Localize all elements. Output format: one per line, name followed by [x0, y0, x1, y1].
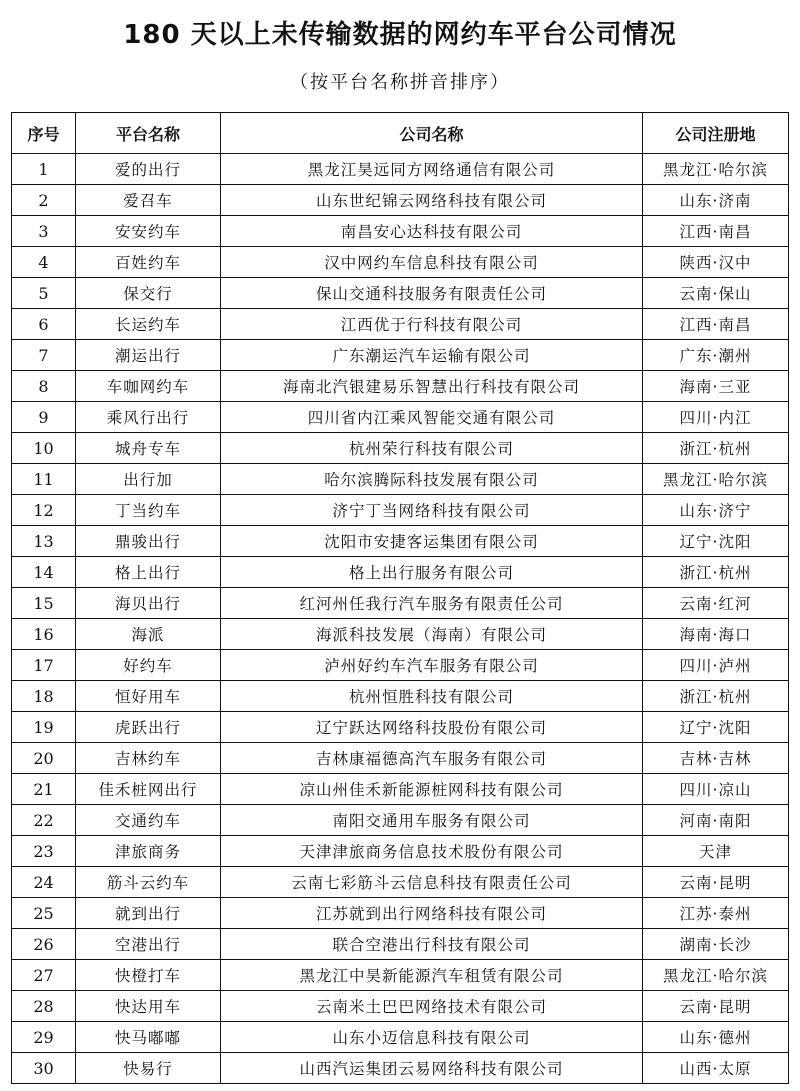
cell-platform-name: 保交行	[76, 278, 221, 309]
cell-company-name: 云南七彩筋斗云信息科技有限责任公司	[221, 867, 643, 898]
table-row	[12, 991, 789, 1022]
cell-platform-name: 鼎骏出行	[76, 526, 221, 557]
table-row	[12, 929, 789, 960]
cell-index: 3	[12, 216, 76, 247]
cell-registered-location: 山东·济宁	[643, 495, 789, 526]
cell-registered-location: 江苏·泰州	[643, 898, 789, 929]
table-row	[12, 464, 789, 495]
table-row	[12, 960, 789, 991]
cell-company-name: 保山交通科技服务有限责任公司	[221, 278, 643, 309]
cell-index: 29	[12, 1022, 76, 1053]
cell-index: 28	[12, 991, 76, 1022]
cell-index: 9	[12, 402, 76, 433]
cell-company-name: 南阳交通用车服务有限公司	[221, 805, 643, 836]
table-row	[12, 681, 789, 712]
cell-platform-name: 海贝出行	[76, 588, 221, 619]
cell-company-name: 山西汽运集团云易网络科技有限公司	[221, 1053, 643, 1084]
platform-table	[11, 112, 789, 1084]
cell-platform-name: 快达用车	[76, 991, 221, 1022]
cell-registered-location: 黑龙江·哈尔滨	[643, 960, 789, 991]
cell-index: 2	[12, 185, 76, 216]
cell-index: 20	[12, 743, 76, 774]
table-row	[12, 154, 789, 185]
header-platform-name: 平台名称	[76, 113, 221, 154]
table-row	[12, 898, 789, 929]
cell-company-name: 格上出行服务有限公司	[221, 557, 643, 588]
cell-company-name: 广东潮运汽车运输有限公司	[221, 340, 643, 371]
table-body	[12, 154, 789, 1084]
cell-index: 26	[12, 929, 76, 960]
cell-index: 8	[12, 371, 76, 402]
cell-index: 11	[12, 464, 76, 495]
cell-registered-location: 山西·太原	[643, 1053, 789, 1084]
cell-registered-location: 四川·凉山	[643, 774, 789, 805]
cell-index: 1	[12, 154, 76, 185]
cell-registered-location: 辽宁·沈阳	[643, 712, 789, 743]
cell-company-name: 海南北汽银建易乐智慧出行科技有限公司	[221, 371, 643, 402]
cell-company-name: 黑龙江昊远同方网络通信有限公司	[221, 154, 643, 185]
cell-platform-name: 潮运出行	[76, 340, 221, 371]
table-header-row	[12, 113, 789, 154]
cell-index: 13	[12, 526, 76, 557]
cell-company-name: 海派科技发展（海南）有限公司	[221, 619, 643, 650]
table-row	[12, 588, 789, 619]
cell-platform-name: 快橙打车	[76, 960, 221, 991]
page-title: 180 天以上未传输数据的网约车平台公司情况	[123, 20, 677, 50]
cell-platform-name: 虎跃出行	[76, 712, 221, 743]
cell-company-name: 云南米土巴巴网络技术有限公司	[221, 991, 643, 1022]
cell-company-name: 沈阳市安捷客运集团有限公司	[221, 526, 643, 557]
header-registered-location: 公司注册地	[643, 113, 789, 154]
cell-company-name: 泸州好约车汽车服务有限公司	[221, 650, 643, 681]
cell-registered-location: 山东·济南	[643, 185, 789, 216]
cell-platform-name: 乘风行出行	[76, 402, 221, 433]
cell-company-name: 汉中网约车信息科技有限公司	[221, 247, 643, 278]
table-row	[12, 371, 789, 402]
cell-index: 24	[12, 867, 76, 898]
cell-platform-name: 佳禾桩网出行	[76, 774, 221, 805]
table-row	[12, 650, 789, 681]
cell-index: 6	[12, 309, 76, 340]
header-index: 序号	[12, 113, 76, 154]
table-row	[12, 619, 789, 650]
table-row	[12, 247, 789, 278]
cell-registered-location: 海南·海口	[643, 619, 789, 650]
table-row	[12, 402, 789, 433]
cell-registered-location: 黑龙江·哈尔滨	[643, 464, 789, 495]
table-row	[12, 805, 789, 836]
cell-company-name: 凉山州佳禾新能源桩网科技有限公司	[221, 774, 643, 805]
table-row	[12, 216, 789, 247]
cell-registered-location: 辽宁·沈阳	[643, 526, 789, 557]
cell-platform-name: 交通约车	[76, 805, 221, 836]
cell-index: 10	[12, 433, 76, 464]
cell-platform-name: 恒好用车	[76, 681, 221, 712]
table-row	[12, 712, 789, 743]
cell-index: 27	[12, 960, 76, 991]
table-row	[12, 836, 789, 867]
cell-registered-location: 黑龙江·哈尔滨	[643, 154, 789, 185]
table-row	[12, 867, 789, 898]
cell-registered-location: 陕西·汉中	[643, 247, 789, 278]
cell-registered-location: 浙江·杭州	[643, 681, 789, 712]
cell-platform-name: 海派	[76, 619, 221, 650]
cell-registered-location: 江西·南昌	[643, 309, 789, 340]
cell-company-name: 济宁丁当网络科技有限公司	[221, 495, 643, 526]
cell-platform-name: 空港出行	[76, 929, 221, 960]
table-row	[12, 774, 789, 805]
cell-registered-location: 海南·三亚	[643, 371, 789, 402]
table-row	[12, 278, 789, 309]
cell-index: 15	[12, 588, 76, 619]
cell-platform-name: 格上出行	[76, 557, 221, 588]
cell-platform-name: 筋斗云约车	[76, 867, 221, 898]
cell-index: 18	[12, 681, 76, 712]
cell-company-name: 杭州荣行科技有限公司	[221, 433, 643, 464]
table-row	[12, 1053, 789, 1084]
cell-platform-name: 快马嘟嘟	[76, 1022, 221, 1053]
table-row	[12, 743, 789, 774]
cell-registered-location: 四川·泸州	[643, 650, 789, 681]
table-row	[12, 433, 789, 464]
cell-company-name: 江西优于行科技有限公司	[221, 309, 643, 340]
cell-company-name: 吉林康福德高汽车服务有限公司	[221, 743, 643, 774]
cell-index: 7	[12, 340, 76, 371]
cell-company-name: 联合空港出行科技有限公司	[221, 929, 643, 960]
cell-index: 5	[12, 278, 76, 309]
cell-index: 25	[12, 898, 76, 929]
cell-company-name: 黑龙江中昊新能源汽车租赁有限公司	[221, 960, 643, 991]
table-row	[12, 340, 789, 371]
cell-platform-name: 就到出行	[76, 898, 221, 929]
table-row	[12, 557, 789, 588]
cell-company-name: 山东世纪锦云网络科技有限公司	[221, 185, 643, 216]
cell-registered-location: 四川·内江	[643, 402, 789, 433]
cell-registered-location: 云南·保山	[643, 278, 789, 309]
cell-index: 23	[12, 836, 76, 867]
cell-company-name: 南昌安心达科技有限公司	[221, 216, 643, 247]
table-row	[12, 309, 789, 340]
cell-platform-name: 安安约车	[76, 216, 221, 247]
cell-platform-name: 津旅商务	[76, 836, 221, 867]
cell-platform-name: 好约车	[76, 650, 221, 681]
cell-platform-name: 快易行	[76, 1053, 221, 1084]
cell-index: 21	[12, 774, 76, 805]
cell-index: 16	[12, 619, 76, 650]
page-subtitle: （按平台名称拼音排序）	[290, 72, 510, 93]
cell-company-name: 天津津旅商务信息技术股份有限公司	[221, 836, 643, 867]
cell-registered-location: 云南·红河	[643, 588, 789, 619]
table-row	[12, 1022, 789, 1053]
table-row	[12, 185, 789, 216]
cell-index: 30	[12, 1053, 76, 1084]
cell-registered-location: 江西·南昌	[643, 216, 789, 247]
cell-company-name: 江苏就到出行网络科技有限公司	[221, 898, 643, 929]
cell-index: 19	[12, 712, 76, 743]
cell-registered-location: 河南·南阳	[643, 805, 789, 836]
cell-platform-name: 长运约车	[76, 309, 221, 340]
cell-company-name: 山东小迈信息科技有限公司	[221, 1022, 643, 1053]
cell-company-name: 四川省内江乘风智能交通有限公司	[221, 402, 643, 433]
cell-registered-location: 天津	[643, 836, 789, 867]
cell-company-name: 辽宁跃达网络科技股份有限公司	[221, 712, 643, 743]
cell-platform-name: 车咖网约车	[76, 371, 221, 402]
cell-registered-location: 浙江·杭州	[643, 433, 789, 464]
cell-company-name: 哈尔滨腾际科技发展有限公司	[221, 464, 643, 495]
cell-index: 17	[12, 650, 76, 681]
table-row	[12, 495, 789, 526]
cell-registered-location: 广东·潮州	[643, 340, 789, 371]
cell-registered-location: 云南·昆明	[643, 991, 789, 1022]
cell-registered-location: 云南·昆明	[643, 867, 789, 898]
cell-company-name: 红河州任我行汽车服务有限责任公司	[221, 588, 643, 619]
cell-platform-name: 城舟专车	[76, 433, 221, 464]
cell-platform-name: 爱召车	[76, 185, 221, 216]
cell-index: 4	[12, 247, 76, 278]
cell-platform-name: 百姓约车	[76, 247, 221, 278]
cell-company-name: 杭州恒胜科技有限公司	[221, 681, 643, 712]
cell-index: 12	[12, 495, 76, 526]
cell-registered-location: 吉林·吉林	[643, 743, 789, 774]
cell-registered-location: 山东·德州	[643, 1022, 789, 1053]
cell-index: 22	[12, 805, 76, 836]
header-company-name: 公司名称	[221, 113, 643, 154]
cell-platform-name: 丁当约车	[76, 495, 221, 526]
cell-platform-name: 出行加	[76, 464, 221, 495]
cell-registered-location: 湖南·长沙	[643, 929, 789, 960]
cell-platform-name: 吉林约车	[76, 743, 221, 774]
cell-platform-name: 爱的出行	[76, 154, 221, 185]
cell-index: 14	[12, 557, 76, 588]
cell-registered-location: 浙江·杭州	[643, 557, 789, 588]
table-row	[12, 526, 789, 557]
